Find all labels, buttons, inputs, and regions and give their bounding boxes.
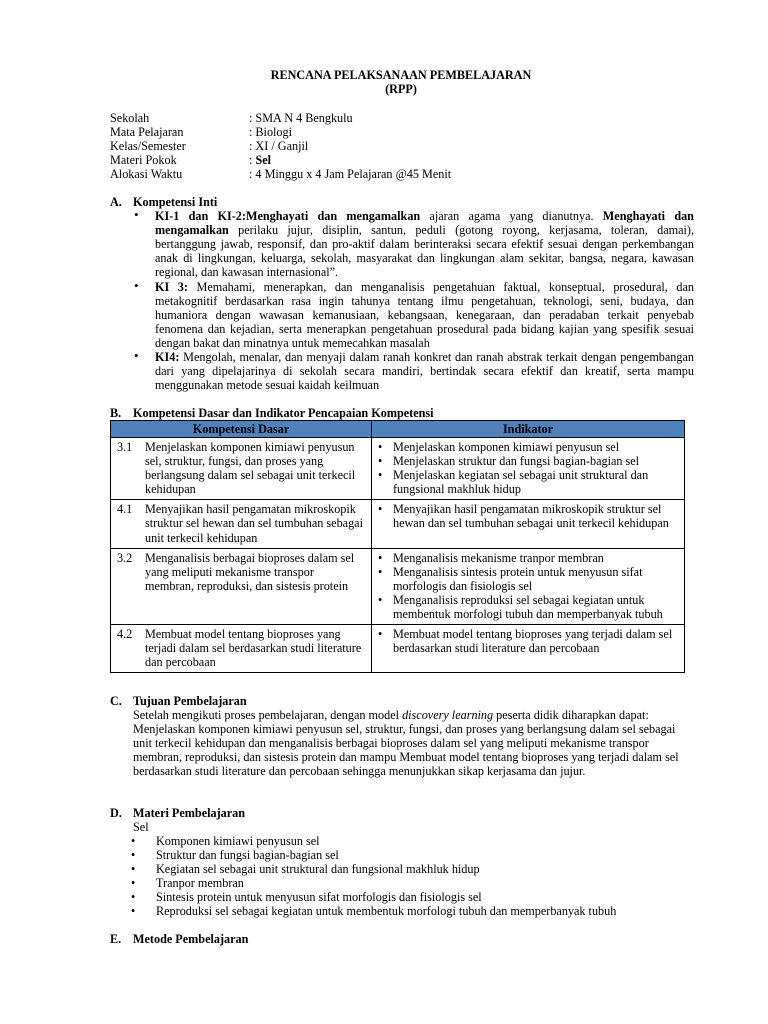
bullet-icon: •: [131, 834, 136, 848]
bullet-icon: •: [131, 876, 136, 890]
table-row: [111, 548, 685, 624]
indikator-item: • Menganalisis reproduksi sel sebagai kegiatan untuk membentuk morfologi tubuh dan memperbanyak tubuh: [378, 592, 663, 622]
bullet-icon: •: [378, 440, 383, 454]
kd-number: 4.1: [117, 502, 133, 517]
indikator-cell: [372, 548, 685, 624]
meta-value-alokasi: : 4 Minggu x 4 Jam Pelajaran @45 Menit: [249, 167, 452, 181]
indikator-item: • Menyajikan hasil pengamatan mikroskopik struktur sel hewan dan sel tumbuhan sebagai unit terkecil kehidupan: [378, 502, 669, 531]
meta-label-mapel: Mata Pelajaran: [110, 125, 184, 139]
list-item: Reproduksi sel sebagai kegiatan untuk membentuk morfologi tubuh dan memperbanyak tubuh: [156, 904, 617, 918]
kd-text: Menyajikan hasil pengamatan mikroskopik struktur sel hewan dan sel tumbuhan sebagai unit terkecil kehidupan: [145, 502, 363, 545]
section-b-title: Kompetensi Dasar dan Indikator Pencapaian Kompetensi: [133, 406, 434, 420]
meta-label-kelas: Kelas/Semester: [110, 139, 186, 153]
ki4-text: KI4: Mengolah, menalar, dan menyaji dalam ranah konkret dan ranah abstrak terkait dengan pengembangan dari yang dipelajarinya di sekolah secara mandiri, bertindak secara efektif dan kreatif, serta mampu menggunakan metode sesuai kaidah keilmuan: [155, 350, 694, 393]
indikator-item: • Menjelaskan struktur dan fungsi bagian-bagian sel: [378, 454, 640, 469]
kd-number: 3.2: [117, 550, 133, 565]
ki3-text: KI 3: Memahami, menerapkan, dan menganalisis pengetahuan faktual, konseptual, prosedural, dan metakognitif berdasarkan rasa ingin tahunya tentang ilmu pengetahuan, teknologi, seni, budaya, dan humaniora dengan wawasan kemanusiaan, kebangsaan, kenegaraan, dan peradaban terkait penyebab fenomena dan kejadian, serta menerapkan pengetahuan prosedural pada bidang kajian yang spesifik sesuai dengan bakat dan minatnya untuk memecahkan masalah: [155, 280, 694, 351]
tujuan-intro: Setelah mengikuti proses pembelajaran, dengan model discovery learning peserta didik diharapkan dapat:: [133, 708, 649, 722]
list-item: Kegiatan sel sebagai unit struktural dan fungsional makhluk hidup: [156, 862, 480, 876]
indikator-item: • Menganalisis mekanisme tranpor membran: [378, 550, 604, 565]
ki12-text: KI-1 dan KI-2:Menghayati dan mengamalkan ajaran agama yang dianutnya. Menghayati dan mengamalkan perilaku jujur, disiplin, santun, peduli (gotong royong, kerjasama, toleran, damai), bertanggung jawab, responsif, dan pro-aktif dalam berinteraksi secara efektif sesuai dengan perkembangan anak di lingkungan, keluarga, sekolah, masyarakat dan lingkungan alam sekitar, bangsa, negara, kawasan regional, dan kawasan internasional”.: [155, 209, 694, 280]
meta-value-kelas: : XI / Ganjil: [249, 139, 309, 153]
bullet-icon: •: [131, 862, 136, 876]
table-row: [111, 500, 685, 548]
kd-cell: [111, 500, 372, 548]
bullet-icon: •: [131, 904, 136, 918]
meta-label-sekolah: Sekolah: [110, 111, 150, 125]
bullet-icon: •: [131, 890, 136, 904]
kd-cell: [111, 548, 372, 624]
kd-cell: [111, 438, 372, 500]
section-b-letter: B.: [110, 406, 122, 420]
section-c-title: Tujuan Pembelajaran: [133, 694, 247, 708]
indikator-cell: [372, 438, 685, 500]
bullet-icon: •: [131, 848, 136, 862]
table-row: [111, 438, 685, 500]
bullet-icon: •: [378, 564, 383, 579]
section-e-title: Metode Pembelajaran: [133, 932, 249, 946]
ki4-bullet: •: [134, 348, 139, 363]
indikator-item: • Menganalisis sintesis protein untuk menyusun sifat morfologis dan fisiologis sel: [378, 564, 643, 593]
ki3-bullet: •: [134, 278, 139, 293]
section-a-title: Kompetensi Inti: [133, 195, 218, 209]
doc-title: RENCANA PELAKSANAAN PEMBELAJARAN: [270, 68, 532, 82]
ki12-bullet: •: [134, 207, 139, 222]
section-c-letter: C.: [110, 694, 122, 708]
meta-value-mapel: : Biologi: [249, 125, 293, 139]
bullet-icon: •: [378, 502, 383, 517]
indikator-cell: [372, 625, 685, 673]
table-header-indikator: Indikator: [372, 421, 685, 438]
section-a-letter: A.: [110, 195, 122, 209]
bullet-icon: •: [378, 627, 383, 642]
bullet-icon: •: [378, 592, 383, 607]
kompetensi-table: [110, 420, 685, 673]
kd-number: 4.2: [117, 627, 133, 642]
indikator-item: • Menjelaskan kegiatan sel sebagai unit struktural dan fungsional makhluk hidup: [378, 468, 649, 497]
bullet-icon: •: [378, 550, 383, 565]
table-header-kd: Kompetensi Dasar: [111, 421, 372, 438]
indikator-item: • Menjelaskan komponen kimiawi penyusun sel: [378, 440, 620, 454]
doc-subtitle: (RPP): [385, 82, 417, 96]
list-item: Sintesis protein untuk menyusun sifat morfologis dan fisiologis sel: [156, 890, 482, 904]
section-d-letter: D.: [110, 806, 122, 820]
kd-cell: [111, 625, 372, 673]
list-item: Tranpor membran: [156, 876, 244, 890]
indikator-cell: [372, 500, 685, 548]
kd-text: Menganalisis berbagai bioproses dalam sel yang meliputi mekanisme transpor membran, reproduksi, dan sistesis protein: [145, 550, 355, 593]
indikator-item: • Membuat model tentang bioproses yang terjadi dalam sel berdasarkan studi literature dan percobaan: [378, 627, 673, 656]
kd-number: 3.1: [117, 440, 133, 454]
bullet-icon: •: [378, 454, 383, 469]
meta-value-sekolah: : SMA N 4 Bengkulu: [249, 111, 353, 125]
table-row: [111, 625, 685, 673]
section-e-letter: E.: [110, 932, 122, 946]
table-header-row: [111, 421, 685, 438]
meta-value-materi: : Sel: [249, 153, 272, 167]
list-item: Struktur dan fungsi bagian-bagian sel: [156, 848, 339, 862]
kd-text: Menjelaskan komponen kimiawi penyusun sel, struktur, fungsi, dan proses yang berlangsung dalam sel sebagai unit terkecil kehidupan: [145, 440, 356, 497]
bullet-icon: •: [378, 468, 383, 483]
materi-intro: Sel: [133, 820, 149, 834]
tujuan-text: Menjelaskan komponen kimiawi penyusun sel, struktur, fungsi, dan proses yang berlangsung dalam sel sebagai unit terkecil kehidupan dan menganalisis berbagai bioproses dalam sel yang meliputi mekanisme transpor membran, reproduksi, dan sistesis protein dan mampu Membuat model tentang bioproses yang terjadi dalam sel berdasarkan studi literature dan percobaan sehingga menunjukkan sikap kerjasama dan jujur.: [133, 722, 679, 779]
section-d-title: Materi Pembelajaran: [133, 806, 246, 820]
meta-label-alokasi: Alokasi Waktu: [110, 167, 183, 181]
meta-label-materi: Materi Pokok: [110, 153, 177, 167]
kd-text: Membuat model tentang bioproses yang terjadi dalam sel berdasarkan studi literature dan percobaan: [145, 627, 362, 670]
list-item: Komponen kimiawi penyusun sel: [156, 834, 320, 848]
